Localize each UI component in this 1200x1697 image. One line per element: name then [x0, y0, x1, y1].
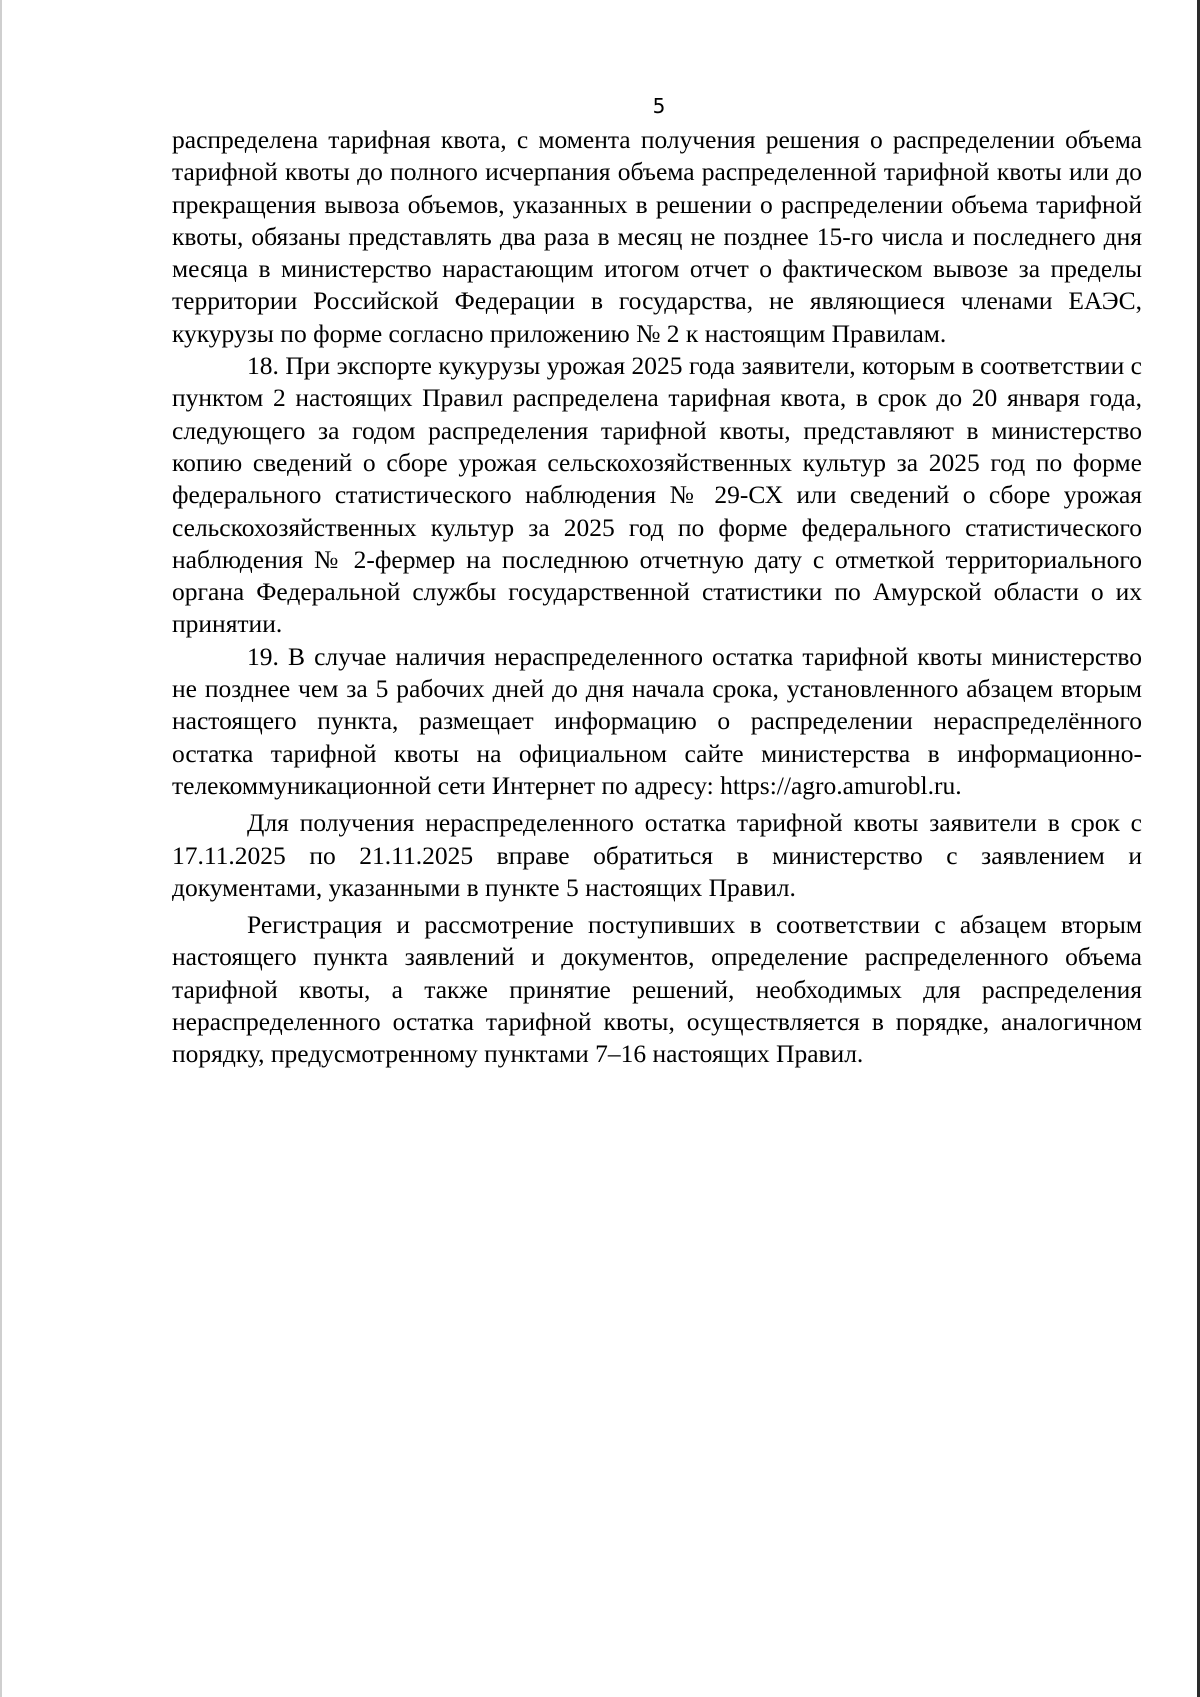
- paragraph-item-19-second: Для получения нераспределенного остатка тарифной квоты заявители в срок с 17.11.2025 по 21.11.2025 вправе обратиться в министерство с заявлением и документами, указанными в пункте 5 настоящих Правил.: [172, 808, 1142, 902]
- paragraph-item-19-third: Регистрация и рассмотрение поступивших в соответствии с абзацем вторым настоящего пункта заявлений и документов, определение распределенного объема тарифной квоты, а также принятие решений, необходимых для распределения нераспределенного остатка тарифной квоты, осуществляется в порядке, аналогичном порядку, предусмотренному пунктами 7–16 настоящих Правил.: [172, 910, 1142, 1069]
- scan-edge-left: [0, 0, 2, 1697]
- paragraph-continuation: распределена тарифная квота, с момента получения решения о распределении объема тарифной квоты до полного исчерпания объема распределенной тарифной квоты или до прекращения вывоза объемов, указанных в решении о распределении объема тарифной квоты, обязаны представлять два раза в месяц не позднее 15-го числа и последнего дня месяца в министерство нарастающим итогом отчет о фактическом вывозе за пределы территории Российской Федерации в государства, не являющиеся членами ЕАЭС, кукурузы по форме согласно приложению № 2 к настоящим Правилам.: [172, 125, 1142, 348]
- document-body: [172, 124, 1142, 1071]
- page-number: 5: [652, 94, 666, 118]
- paragraph-item-18: 18. При экспорте кукурузы урожая 2025 года заявители, которым в соответствии с пунктом 2 настоящих Правил распределена тарифная квота, в срок до 20 января года, следующего за годом распределения тарифной квоты, представляют в министерство копию сведений о сборе урожая сельскохозяйственных культур за 2025 год по форме федерального статистического наблюдения № 29-СХ или сведений о сборе урожая сельскохозяйственных культур за 2025 год по форме федерального статистического наблюдения № 2-фермер на последнюю отчетную дату с отметкой территориального органа Федеральной службы государственной статистики по Амурской области о их принятии.: [172, 351, 1142, 639]
- paragraph-item-19: 19. В случае наличия нераспределенного остатка тарифной квоты министерство не позднее чем за 5 рабочих дней до дня начала срока, установленного абзацем вторым настоящего пункта, размещает информацию о распределении нераспределённого остатка тарифной квоты на официальном сайте министерства в информационно-телекоммуникационной сети Интернет по адресу: https://agro.amurobl.ru.: [172, 641, 1142, 800]
